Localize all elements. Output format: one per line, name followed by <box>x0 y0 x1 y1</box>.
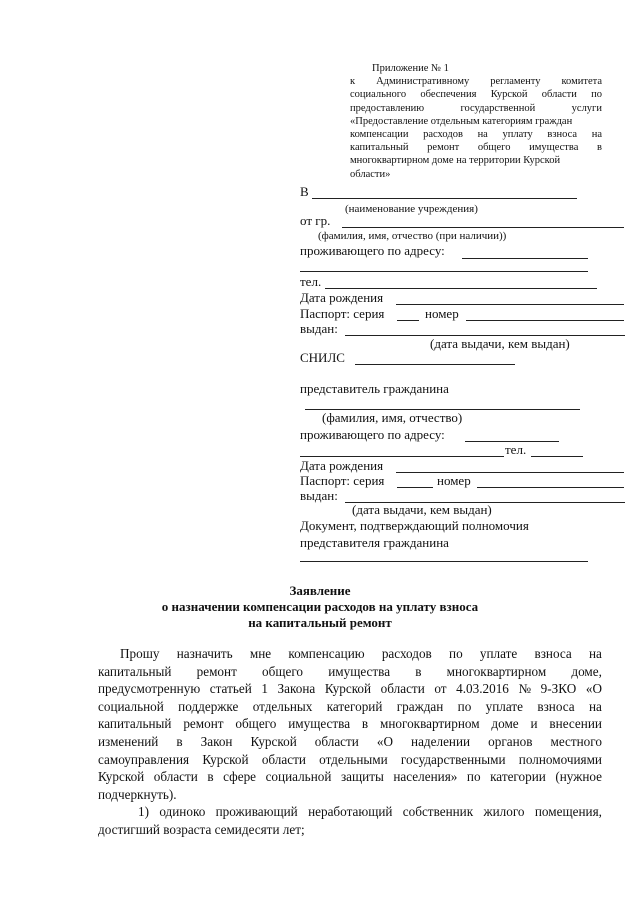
body-word: Курской <box>250 733 297 749</box>
rep-passport-number-label: номер <box>437 473 471 488</box>
rep-phone-label: тел. <box>505 442 527 457</box>
paragraph-2-first-line <box>98 803 602 821</box>
appendix-lines <box>350 75 602 167</box>
body-word: многоквартирном <box>380 716 480 732</box>
body-word: самоуправления <box>98 751 190 767</box>
snils-field[interactable] <box>355 364 515 365</box>
rep-passport-number-field[interactable] <box>477 487 624 488</box>
appendix-line <box>350 75 602 88</box>
body-word: компенсацию <box>288 646 365 661</box>
body-line <box>98 751 602 769</box>
passport-series-label: Паспорт: серия <box>300 306 385 321</box>
doc-label-1: Документ, подтверждающий полномочия <box>300 518 529 533</box>
statement-body <box>98 645 602 839</box>
birth-field[interactable] <box>396 304 624 305</box>
body-word: № <box>518 681 532 697</box>
appendix-word: взноса <box>547 129 578 141</box>
heading-line-3: на капитальный ремонт <box>248 615 392 630</box>
body-word: предусмотренную <box>98 681 201 697</box>
appendix-block <box>350 62 602 181</box>
body-line <box>98 680 602 698</box>
rep-passport-series-field[interactable] <box>397 487 433 488</box>
appendix-word: к <box>350 76 356 88</box>
body-word: отдельных <box>252 698 313 714</box>
body-word: Курской <box>324 681 372 697</box>
rep-fio-hint: (фамилия, имя, отчество) <box>322 410 463 425</box>
body-word: уплате <box>479 646 518 661</box>
appendix-line <box>350 88 602 101</box>
appendix-word: обеспечения <box>420 89 477 101</box>
appendix-line <box>350 128 602 141</box>
appendix-word: услуги <box>571 102 602 114</box>
from-prefix: от гр. <box>300 213 331 228</box>
phone-label: тел. <box>300 274 322 289</box>
heading-line-2: о назначении компенсации расходов на уплату взноса <box>161 599 479 614</box>
appendix-word: социального <box>350 89 407 101</box>
body-word: по <box>466 769 481 785</box>
body-word: «О <box>376 733 393 749</box>
issued-hint: (дата выдачи, кем выдан) <box>430 336 570 351</box>
body-word: расходов <box>381 646 432 661</box>
appendix-word: капитальный <box>350 142 409 154</box>
body-word: жилого <box>483 804 525 820</box>
body-word: государственными <box>400 751 506 767</box>
body-word: Курской <box>98 769 145 785</box>
appendix-word: «Предоставление отдельным категориям граждан <box>350 115 573 127</box>
body-word: поддержке <box>178 698 239 714</box>
rep-passport-series-label: Паспорт: серия <box>300 473 385 488</box>
body-word: категорий <box>326 698 383 714</box>
fio-field[interactable] <box>342 227 624 228</box>
body-line <box>98 733 602 751</box>
body-word: 1 <box>261 681 268 697</box>
body-word: проживающий <box>215 804 298 820</box>
body-word: населения» <box>393 769 458 785</box>
appendix-word: расходов <box>423 129 463 141</box>
body-word: на <box>589 646 602 661</box>
body-word: на <box>588 698 602 714</box>
appendix-word: комитета <box>561 76 602 88</box>
body-word: области <box>380 681 425 697</box>
body-word: общего <box>235 716 277 732</box>
appendix-last-line: области» <box>350 168 391 180</box>
body-word: взноса <box>537 698 575 714</box>
body-word: Закон <box>200 733 233 749</box>
body-word: «О <box>585 681 602 697</box>
body-word: уплате <box>485 698 524 714</box>
body-word: взноса <box>534 646 572 661</box>
body-word: социальной <box>265 769 332 785</box>
body-word: 4.03.2016 <box>456 681 509 697</box>
appendix-word: на <box>591 129 602 141</box>
body-word: имущества <box>328 663 391 679</box>
body-word: 9-ЗКО <box>540 681 577 697</box>
body-word: полномочиями <box>518 751 602 767</box>
rep-issued-hint: (дата выдачи, кем выдан) <box>352 502 492 517</box>
address-field-2[interactable] <box>300 271 588 272</box>
appendix-word: многоквартирном доме на территории Курской <box>350 155 561 167</box>
rep-phone-field[interactable] <box>531 456 583 457</box>
body-word: неработающий <box>308 804 393 820</box>
body-word: граждан <box>396 698 444 714</box>
heading-line-1: Заявление <box>289 583 351 598</box>
appendix-word: государственной <box>460 102 536 114</box>
body-word: Закона <box>277 681 316 697</box>
body-word: ремонт <box>196 663 237 679</box>
body-word: по <box>457 698 472 714</box>
appendix-word: в <box>597 142 602 154</box>
body-word: области <box>314 733 359 749</box>
body-word: области <box>153 769 198 785</box>
appendix-word: Курской <box>490 89 528 101</box>
body-word: защиты <box>340 769 384 785</box>
issued-label: выдан: <box>300 321 338 336</box>
passport-number-field[interactable] <box>466 320 624 321</box>
address-label: проживающего по адресу: <box>300 243 445 258</box>
passport-number-label: номер <box>425 306 459 321</box>
institution-hint: (наименование учреждения) <box>345 203 478 215</box>
paragraph-1-last-line: подчеркнуть). <box>98 786 177 802</box>
body-line <box>98 768 602 786</box>
body-word: имущества <box>288 716 351 732</box>
paragraph-1-first-line <box>98 645 602 663</box>
body-word: собственник <box>402 804 474 820</box>
body-word: ремонт <box>183 716 224 732</box>
body-word: категории <box>490 769 546 785</box>
passport-series-field[interactable] <box>397 320 419 321</box>
body-word: изменений <box>98 733 159 749</box>
appendix-line <box>350 115 602 128</box>
body-word: в <box>415 663 422 679</box>
doc-label-2: представителя гражданина <box>300 535 449 550</box>
body-word: в <box>176 733 183 749</box>
body-word: от <box>434 681 447 697</box>
appendix-word: ремонт <box>427 142 460 154</box>
body-line <box>98 698 602 716</box>
appendix-title: Приложение № 1 <box>372 63 449 74</box>
paragraph-2-last-line: достигший возраста семидесяти лет; <box>98 821 305 837</box>
body-word: многоквартирном <box>446 663 547 679</box>
body-word: в <box>207 769 214 785</box>
appendix-line <box>350 154 602 167</box>
appendix-word: компенсации <box>350 129 409 141</box>
body-line <box>98 663 602 681</box>
snils-label: СНИЛС <box>300 350 345 365</box>
body-word: наделении <box>411 733 471 749</box>
body-word: статьей <box>209 681 252 697</box>
address-field[interactable] <box>462 258 588 259</box>
appendix-line <box>350 141 602 154</box>
appendix-word: по <box>591 89 602 101</box>
body-word: капитальный <box>98 716 172 732</box>
body-word: социальной <box>98 698 164 714</box>
body-word: капитальный <box>98 663 172 679</box>
institution-field[interactable] <box>312 198 577 199</box>
rep-issued-label: выдан: <box>300 488 338 503</box>
body-word: сфере <box>223 769 257 785</box>
fio-hint: (фамилия, имя, отчество (при наличии)) <box>318 230 507 242</box>
phone-field[interactable] <box>325 288 597 289</box>
appendix-line <box>350 102 602 115</box>
body-word: доме <box>491 716 519 732</box>
body-word: отдельными <box>319 751 388 767</box>
paragraph-1-lines <box>98 663 602 786</box>
to-prefix: В <box>300 184 309 199</box>
body-word: области <box>261 751 306 767</box>
body-word: 1) <box>138 804 149 820</box>
doc-field[interactable] <box>300 561 588 562</box>
body-word: мне <box>249 646 272 661</box>
body-word: и <box>530 716 538 732</box>
body-word: внесении <box>549 716 602 732</box>
representative-label: представитель гражданина <box>300 381 449 396</box>
body-word: помещения, <box>534 804 602 820</box>
body-word: общего <box>262 663 304 679</box>
body-line <box>98 715 602 733</box>
rep-birth-field[interactable] <box>396 472 624 473</box>
body-word: (нужное <box>555 769 602 785</box>
appendix-word: на <box>477 129 488 141</box>
body-word: местного <box>550 733 602 749</box>
appendix-word: уплату <box>502 129 533 141</box>
body-word: Прошу <box>120 646 160 661</box>
appendix-word: области <box>541 89 577 101</box>
body-word: в <box>361 716 369 732</box>
birth-label: Дата рождения <box>300 290 384 305</box>
body-word: доме, <box>571 663 602 679</box>
body-word: органов <box>488 733 533 749</box>
appendix-word: имущества <box>529 142 579 154</box>
body-word: одиноко <box>159 804 206 820</box>
rep-birth-label: Дата рождения <box>300 458 384 473</box>
appendix-word: Административному <box>376 76 470 88</box>
appendix-word: общего <box>477 142 511 154</box>
appendix-word: предоставлению <box>350 102 425 114</box>
appendix-word: регламенту <box>490 76 541 88</box>
rep-address-label: проживающего по адресу: <box>300 427 445 442</box>
body-word: по <box>449 646 463 661</box>
body-word: назначить <box>176 646 233 661</box>
body-word: Курской <box>202 751 249 767</box>
rep-address-field-2[interactable] <box>300 456 504 457</box>
